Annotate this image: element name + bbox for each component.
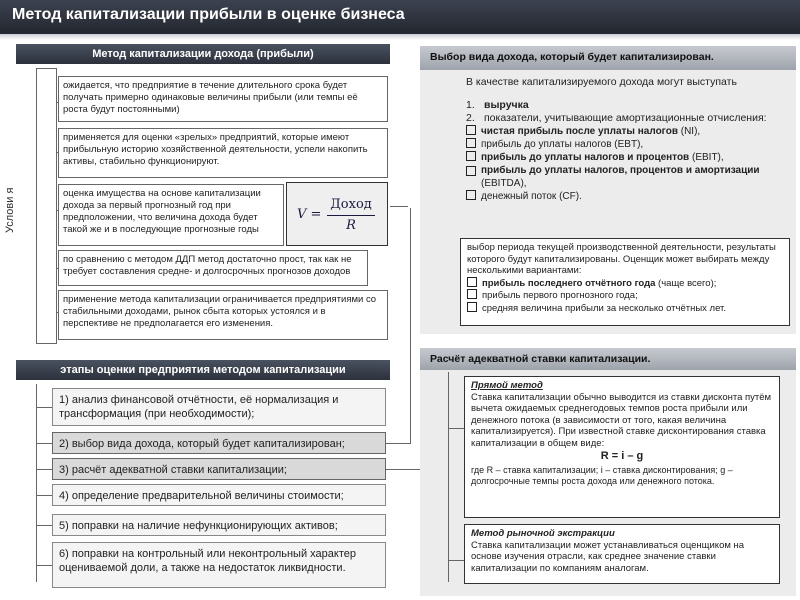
formula-denominator: R bbox=[346, 218, 356, 233]
connector bbox=[36, 443, 52, 444]
income-intro: В качестве капитализируемого дохода могут выступать bbox=[466, 76, 737, 88]
direct-method-box bbox=[464, 376, 780, 518]
stage-item: 2) выбор вида дохода, который будет капитализирован; bbox=[52, 432, 386, 454]
market-method-title: Метод рыночной экстракции bbox=[471, 528, 615, 539]
formula-lhs: V = bbox=[297, 207, 322, 222]
income-choice-panel bbox=[420, 46, 796, 334]
condition-item: применяется для оценки «зрелых» предприятий, которые имеют прибыльную историю хозяйственной деятельности, успели накопить активы, стабильно функционируют. bbox=[58, 128, 388, 178]
cap-rate-header: Расчёт адекватной ставки капитализации. bbox=[420, 348, 796, 370]
stages-bracket-line bbox=[36, 384, 37, 582]
period-option: средняя величина прибыли за несколько отчётных лет. bbox=[467, 302, 783, 315]
income-subitems bbox=[466, 125, 778, 203]
page-title: Метод капитализации прибыли в оценке бизнеса bbox=[12, 6, 405, 23]
stage-item: 6) поправки на контрольный или неконтрольный характер оцениваемой доли, а также на недостаток ликвидности. bbox=[52, 542, 386, 588]
formula-box bbox=[286, 182, 388, 246]
income-choice-header: Выбор вида дохода, который будет капитализирован. bbox=[420, 46, 796, 70]
market-method-box bbox=[464, 524, 780, 584]
title-bar bbox=[0, 0, 800, 34]
checkbox-icon bbox=[466, 125, 476, 135]
period-option: прибыль первого прогнозного года; bbox=[467, 289, 783, 302]
period-option: прибыль последнего отчётного года (чаще всего); bbox=[467, 277, 783, 290]
income-item: 1. выручка bbox=[466, 99, 529, 111]
method-header: Метод капитализации дохода (прибыли) bbox=[16, 44, 390, 64]
market-method-text: Ставка капитализации может устанавливаться оценщиком на основе изучения отрасли, как среднее значение ставки капитализации по компаниям аналогам. bbox=[471, 539, 745, 574]
checkbox-icon bbox=[467, 302, 477, 312]
title-shadow bbox=[0, 34, 800, 40]
connector bbox=[36, 407, 52, 408]
condition-item: оценка имущества на основе капитализации дохода за первый прогнозный год при предположении, что величина дохода будет такой же и в последующие прогнозные годы bbox=[58, 184, 284, 246]
stage-item: 4) определение предварительной величины стоимости; bbox=[52, 484, 386, 506]
income-subitem: чистая прибыль после уплаты налогов (NI), bbox=[466, 125, 778, 138]
stage-item: 3) расчёт адекватной ставки капитализации; bbox=[52, 458, 386, 480]
connector bbox=[36, 495, 52, 496]
connector bbox=[36, 343, 56, 344]
arrow-connector bbox=[410, 208, 411, 444]
stages-header: этапы оценки предприятия методом капитализации bbox=[16, 360, 390, 380]
income-subitem: денежный поток (CF). bbox=[466, 190, 778, 203]
direct-method-formula: R = i – g bbox=[600, 450, 644, 462]
stage-item: 5) поправки на наличие нефункционирующих активов; bbox=[52, 514, 386, 536]
checkbox-icon bbox=[466, 138, 476, 148]
connector bbox=[36, 525, 52, 526]
direct-method-text: Ставка капитализации обычно выводится из ставки дисконта путём вычета ожидаемых среднегодовых темпов роста прибыли или денежного потока (в зависимости от того, какая величина капитализируется). При известной ставке дисконтирования ставка капитализации в общем виде: bbox=[471, 391, 772, 449]
period-text: выбор периода текущей производственной деятельности, результаты которого будут капитализированы. Оценщик может выбирать между несколькими вариантами: bbox=[467, 242, 776, 276]
formula-fraction-bar bbox=[327, 215, 375, 216]
checkbox-icon bbox=[466, 151, 476, 161]
connector bbox=[36, 565, 52, 566]
checkbox-icon bbox=[466, 190, 476, 200]
checkbox-icon bbox=[467, 289, 477, 299]
connector bbox=[448, 428, 464, 429]
income-subitem: прибыль до уплаты налогов и процентов (EBIT), bbox=[466, 151, 778, 164]
period-box bbox=[460, 238, 790, 326]
direct-method-title: Прямой метод bbox=[471, 380, 543, 391]
conditions-label: Услови я bbox=[4, 187, 16, 233]
inner-bracket-line bbox=[56, 68, 57, 344]
condition-item: применение метода капитализации ограничивается предприятиями со стабильными доходами, рынок сбыта которых устоялся и в перспективе не предполагается его изменения. bbox=[58, 290, 388, 340]
checkbox-icon bbox=[466, 166, 476, 176]
income-item: 2. показатели, учитывающие амортизационные отчисления: bbox=[466, 112, 767, 124]
connector bbox=[36, 68, 56, 69]
cap-rate-panel bbox=[420, 348, 796, 596]
income-subitem: прибыль до уплаты налогов, процентов и амортизации (EBITDA), bbox=[466, 164, 778, 190]
condition-item: ожидается, что предприятие в течение длительного срока будет получать примерно одинаковые величины прибыли (или темпы её роста будут постоянными) bbox=[58, 76, 388, 122]
condition-item: по сравнению с методом ДДП метод достаточно прост, так как не требует составления средне- и долгосрочных прогнозов доходов bbox=[58, 250, 368, 286]
direct-method-note: где R – ставка капитализации; i – ставка дисконтирования; g – долгосрочные темпы роста дохода или денежного потока. bbox=[471, 464, 733, 486]
cap-rate-bracket-line bbox=[448, 372, 449, 582]
conditions-bracket-line bbox=[36, 68, 37, 344]
income-subitem: прибыль до уплаты налогов (EBT), bbox=[466, 138, 778, 151]
stage-item: 1) анализ финансовой отчётности, её нормализация и трансформация (при необходимости); bbox=[52, 388, 386, 426]
arrow-connector bbox=[390, 206, 408, 207]
connector bbox=[36, 469, 52, 470]
checkbox-icon bbox=[467, 277, 477, 287]
formula-numerator: Доход bbox=[330, 197, 372, 212]
arrow-connector bbox=[386, 443, 410, 444]
connector bbox=[448, 560, 464, 561]
